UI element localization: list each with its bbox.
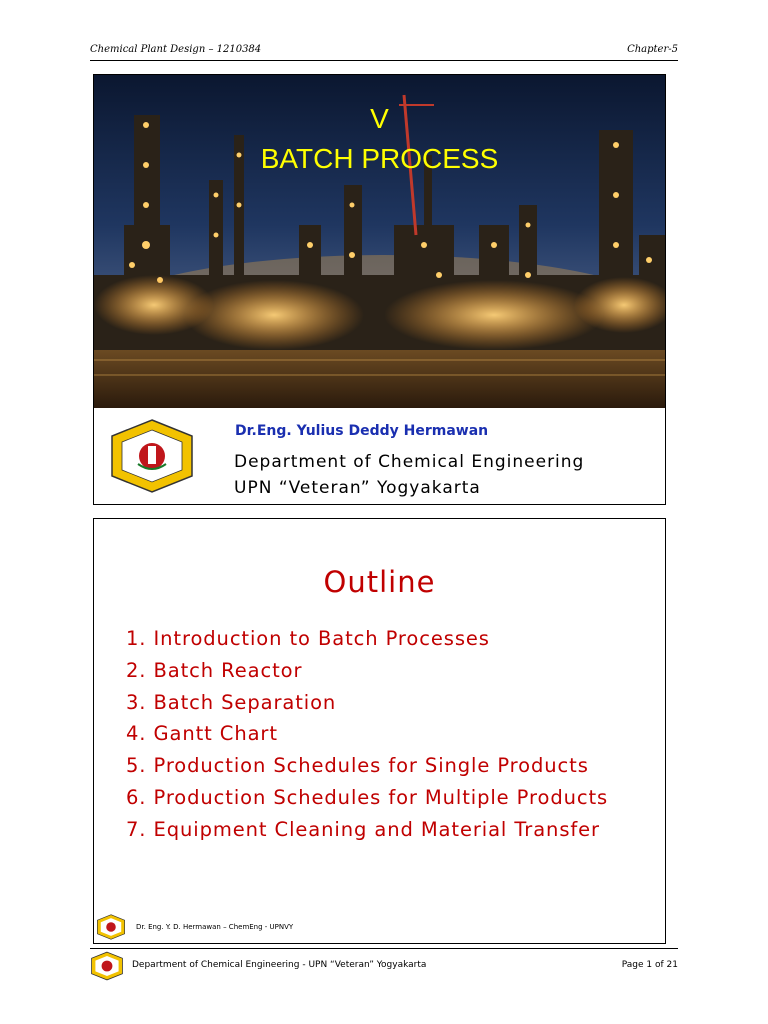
refinery-photo [94, 75, 665, 408]
page-header [90, 44, 678, 62]
chapter-label: Chapter-5 [627, 44, 678, 55]
header-rule [90, 60, 678, 61]
slide-footer [94, 913, 665, 943]
university-name: UPN “Veteran” Yogyakarta [234, 478, 481, 498]
slide-footer-text: Dr. Eng. Y. D. Hermawan – ChemEng - UPNVY [136, 923, 294, 931]
outline-item: 3. Batch Separation [126, 690, 337, 714]
chapter-number: V [370, 103, 389, 134]
footer-rule [90, 948, 678, 949]
university-logo [108, 418, 196, 494]
course-title: Chemical Plant Design – 1210384 [90, 44, 262, 55]
footer-department: Department of Chemical Engineering - UPN “Veteran” Yogyakarta [132, 960, 427, 970]
outline-slide [93, 518, 666, 944]
university-logo-small [96, 913, 126, 941]
outline-item: 6. Production Schedules for Multiple Products [126, 785, 609, 809]
outline-item: 2. Batch Reactor [126, 658, 303, 682]
outline-list [126, 623, 608, 846]
slide-title: BATCH PROCESS [260, 143, 499, 174]
outline-item: 4. Gantt Chart [126, 722, 278, 746]
author-block [94, 408, 665, 504]
author-name: Dr.Eng. Yulius Deddy Hermawan [235, 423, 489, 439]
page-footer [90, 948, 678, 982]
outline-item: 7. Equipment Cleaning and Material Transfer [126, 817, 600, 841]
outline-title: Outline [323, 565, 436, 599]
outline-item: 1. Introduction to Batch Processes [126, 627, 490, 650]
department-name: Department of Chemical Engineering [234, 452, 585, 472]
footer-logo [90, 951, 124, 981]
page-number: Page 1 of 21 [621, 960, 678, 970]
title-slide [93, 74, 666, 505]
outline-item: 5. Production Schedules for Single Products [126, 754, 589, 778]
